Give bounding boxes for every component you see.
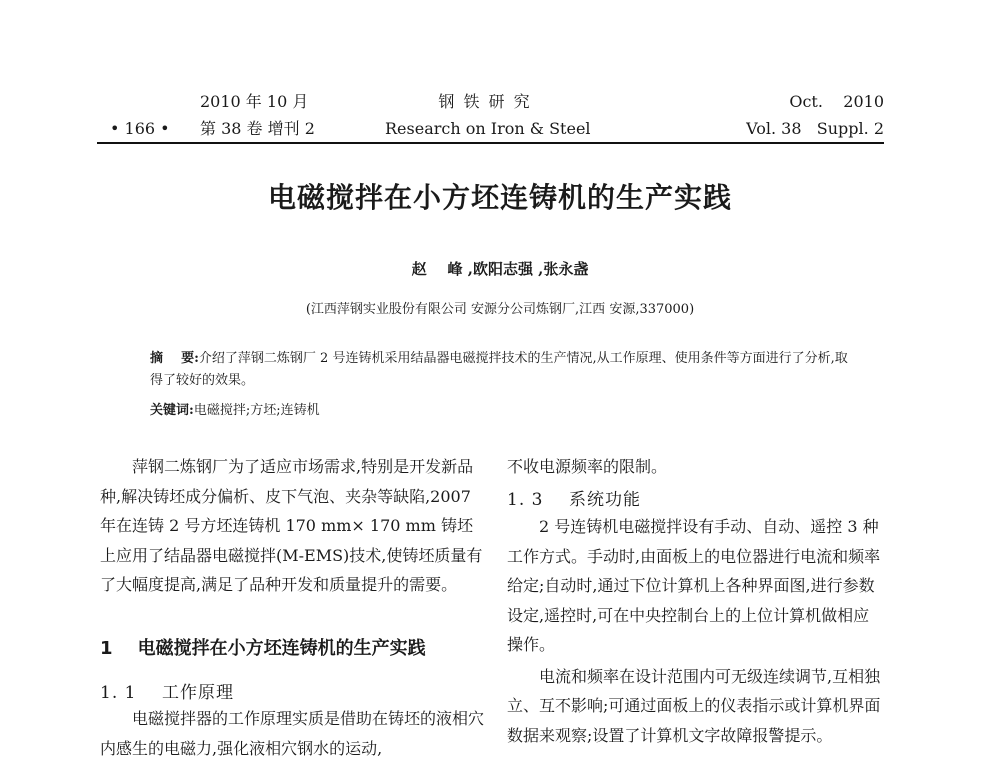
issue-date-en: Oct. 2010 bbox=[789, 92, 884, 111]
page-number: • 166 • bbox=[110, 119, 170, 138]
authors: 赵 峰 ,欧阳志强 ,张永盏 bbox=[411, 260, 589, 278]
journal-title-cn: 钢 铁 研 究 bbox=[438, 92, 532, 111]
journal-title-en: Research on Iron & Steel bbox=[385, 119, 591, 138]
section-1-heading: 1 电磁搅拌在小方坯连铸机的生产实践 bbox=[100, 638, 426, 659]
affiliation: (江西萍钢实业股份有限公司 安源分公司炼钢厂,江西 安源,337000) bbox=[305, 302, 695, 317]
keywords bbox=[150, 400, 850, 422]
functions-block bbox=[507, 512, 884, 750]
abstract-text: 介绍了萍钢二炼钢厂 2 号连铸机采用结晶器电磁搅拌技术的生产情况,从工作原理、使用条件等方面进行了分析,取得了较好的效果。 bbox=[150, 351, 848, 388]
intro-paragraph: 萍钢二炼钢厂为了适应市场需求,特别是开发新品种,解决铸坯成分偏析、皮下气泡、夹杂等缺陷,2007 年在连铸 2 号方坯连铸机 170 mm× 170 mm 铸坯上应用了结晶器电磁搅拌(M-EMS)技术,使铸坯质量有了大幅度提高,满足了品种开发和质量提升的需要。 bbox=[100, 457, 483, 594]
left-column bbox=[100, 452, 485, 600]
keywords-label: 关键词: bbox=[150, 403, 194, 418]
article-title: 电磁搅拌在小方坯连铸机的生产实践 bbox=[267, 181, 732, 214]
continuation-paragraph: 不收电源频率的限制。 bbox=[507, 457, 668, 476]
section-1-1-heading: 1. 1 工作原理 bbox=[100, 683, 235, 703]
functions-paragraph: 2 号连铸机电磁搅拌设有手动、自动、遥控 3 种工作方式。手动时,由面板上的电位器进行电流和频率给定;自动时,通过下位计算机上各种界面图,进行参数设定,遥控时,可在中央控制台上的上位计算机做相应操作。 bbox=[507, 517, 881, 654]
adjust-paragraph: 电流和频率在设计范围内可无级连续调节,互相独立、互不影响;可通过面板上的仪表指示或计算机界面数据来观察;设置了计算机文字故障报警提示。 bbox=[507, 666, 881, 745]
volume-cn: 第 38 卷 增刊 2 bbox=[200, 119, 315, 138]
principle-paragraph: 电磁搅拌器的工作原理实质是借助在铸坯的液相穴内感生的电磁力,强化液相穴钢水的运动, bbox=[100, 709, 485, 758]
header-rule bbox=[97, 142, 884, 144]
abstract bbox=[150, 348, 850, 392]
issue-date-cn: 2010 年 10 月 bbox=[200, 92, 309, 111]
section-1-3-heading: 1. 3 系统功能 bbox=[507, 490, 642, 510]
right-column-top bbox=[507, 452, 884, 482]
abstract-label: 摘 要: bbox=[150, 351, 199, 366]
principle-paragraph-block bbox=[100, 704, 485, 763]
volume-en: Vol. 38 Suppl. 2 bbox=[746, 119, 884, 138]
keywords-text: 电磁搅拌;方坯;连铸机 bbox=[193, 403, 320, 418]
